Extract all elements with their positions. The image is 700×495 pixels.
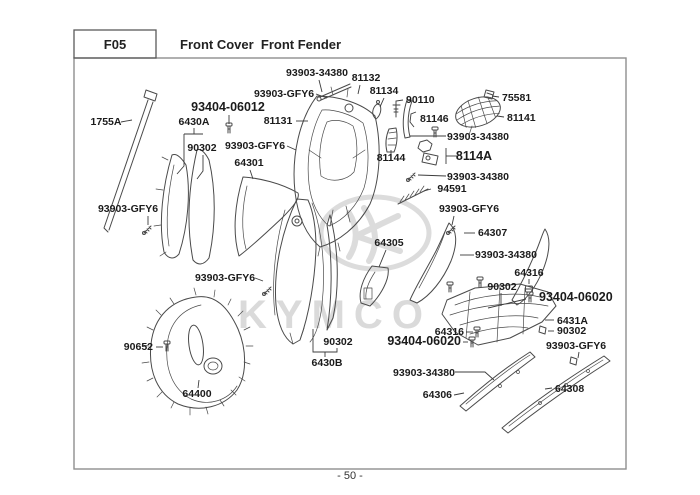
leader-line xyxy=(121,120,132,122)
part-screw-90110 xyxy=(393,105,400,117)
leader-line xyxy=(380,98,384,107)
part-label: 93404-06012 xyxy=(191,100,265,114)
part-label: 93903-34380 xyxy=(447,171,509,183)
leader-line xyxy=(578,352,579,358)
part-spring-94591 xyxy=(398,186,428,204)
part-left-cover-6430A xyxy=(154,149,214,263)
watermark-text: KYMCO xyxy=(238,293,432,337)
part-label: 93903-GFY6 xyxy=(224,140,286,152)
screw-icon xyxy=(407,173,416,182)
part-grille-81141 xyxy=(452,92,504,133)
part-label: 93903-GFY6 xyxy=(194,272,256,284)
part-label: 64308 xyxy=(555,383,585,395)
part-label: 90302 xyxy=(557,325,587,337)
part-hook-81134 xyxy=(373,101,381,120)
leader-line xyxy=(255,278,263,281)
part-lock-set-8114A xyxy=(418,140,438,165)
part-label: 81131 xyxy=(263,115,293,127)
part-label: 94591 xyxy=(437,183,467,195)
leader-line xyxy=(197,155,203,179)
labels-layer xyxy=(91,67,613,401)
screw-icon xyxy=(143,226,152,235)
part-label: 6430A xyxy=(178,116,210,128)
bolt-icon xyxy=(432,127,438,137)
leader-line xyxy=(198,380,199,388)
leader-line xyxy=(379,250,386,267)
leader-line xyxy=(497,116,504,117)
part-label: 93903-GFY6 xyxy=(438,203,500,215)
clip-icon xyxy=(539,326,546,334)
part-label: 64306 xyxy=(422,389,452,401)
part-label: 93404-06020 xyxy=(387,334,461,348)
part-strip-81144 xyxy=(386,128,397,152)
bolt-icon xyxy=(226,123,232,133)
part-label: 81132 xyxy=(351,72,381,84)
leader-line xyxy=(545,388,552,389)
part-label: 64307 xyxy=(478,227,508,239)
part-label: 93903-34380 xyxy=(286,67,348,79)
part-moulding-64306 xyxy=(460,352,535,411)
section-code: F05 xyxy=(103,37,127,52)
part-label: 81146 xyxy=(420,113,449,125)
part-label: 93903-GFY6 xyxy=(97,203,159,215)
part-label: 81141 xyxy=(507,112,536,124)
kymco-watermark xyxy=(238,197,432,337)
part-label: 93903-GFY6 xyxy=(545,340,607,352)
part-label: 90302 xyxy=(187,142,217,154)
part-label: 93404-06020 xyxy=(539,290,613,304)
leader-line xyxy=(177,134,184,174)
leader-line xyxy=(396,100,403,112)
part-label: 6430B xyxy=(311,357,343,369)
leader-line xyxy=(418,175,446,176)
bolt-icon xyxy=(477,277,483,287)
part-label: 64301 xyxy=(234,157,264,169)
part-label: 90302 xyxy=(487,281,517,293)
leader-line xyxy=(287,146,296,150)
page-number: - 50 - xyxy=(337,470,363,482)
part-center-garnish-64301 xyxy=(235,177,302,256)
part-label: 64316 xyxy=(514,267,544,279)
page-title: Front Cover Front Fender xyxy=(180,37,342,52)
part-label: 6431A xyxy=(557,315,588,327)
leader-line xyxy=(358,85,360,94)
part-label: 81144 xyxy=(376,152,406,164)
part-label: 90652 xyxy=(123,341,153,353)
part-label: 75581 xyxy=(502,92,532,104)
watermark-emblem xyxy=(349,208,400,261)
part-label: 90110 xyxy=(406,94,435,106)
part-label: 81134 xyxy=(369,85,399,97)
part-label: 64305 xyxy=(374,237,404,249)
leader-line xyxy=(410,112,416,127)
leader-line xyxy=(319,80,322,92)
leader-line xyxy=(452,216,454,225)
part-label: 93903-34380 xyxy=(393,367,455,379)
bolt-icon xyxy=(447,282,453,292)
part-label: 1755A xyxy=(90,116,122,128)
part-label: 8114A xyxy=(455,149,493,163)
part-label: 93903-34380 xyxy=(447,131,509,143)
part-label: 90302 xyxy=(323,336,353,348)
part-label: 93903-GFY6 xyxy=(253,88,315,100)
part-label: 93903-34380 xyxy=(475,249,537,261)
clip-icon xyxy=(570,357,577,365)
leader-line xyxy=(455,372,494,380)
leader-line xyxy=(454,393,464,395)
part-label: 64400 xyxy=(182,388,212,400)
part-label: 64316 xyxy=(434,326,464,338)
part-pin-81132 xyxy=(317,84,351,101)
